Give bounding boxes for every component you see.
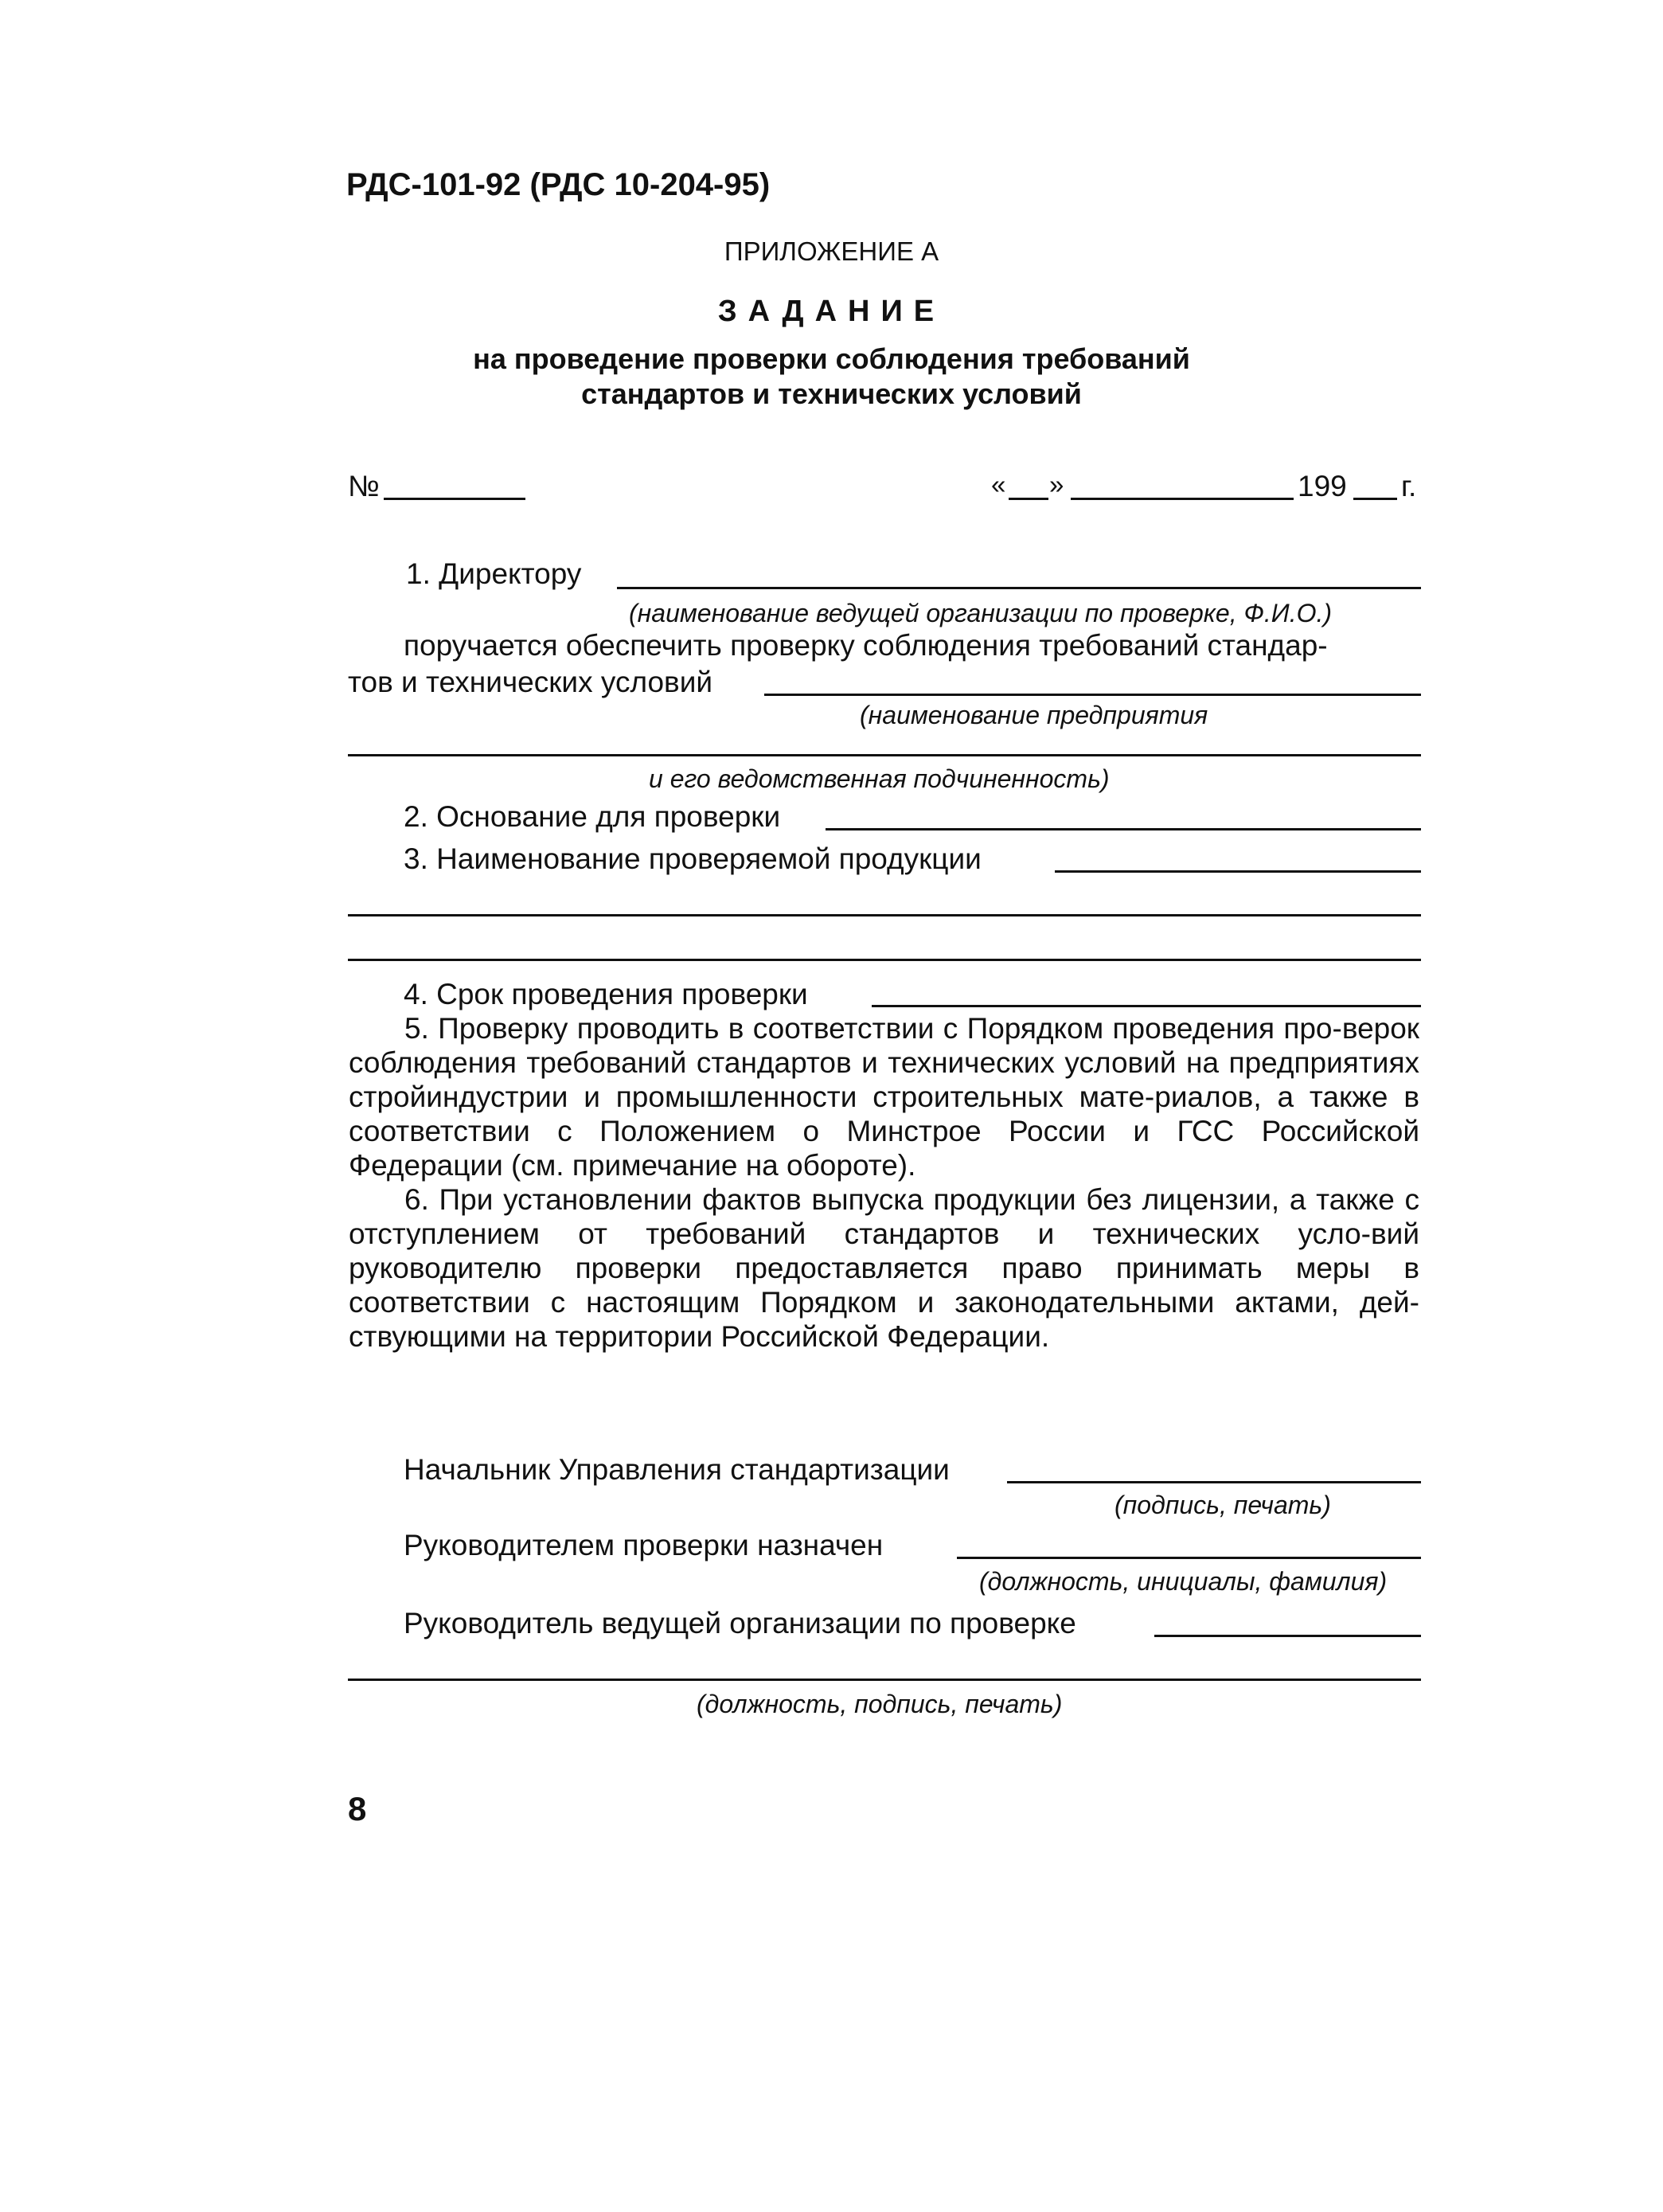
director-field-line[interactable]: [617, 587, 1421, 589]
leader-signature-label: Руководителем проверки назначен: [404, 1529, 884, 1561]
head-signature-label: Начальник Управления стандартизации: [404, 1453, 950, 1486]
leader-signature-line[interactable]: [957, 1557, 1421, 1559]
date-close-quote: »: [1049, 470, 1064, 499]
item4-label: 4. Срок проведения проверки: [404, 978, 808, 1010]
item6-paragraph: 6. При установлении фактов выпуска продукции без лицензии, а также с отступлением от требований стандартов и технических усло-вий руководителю проверки предоставляется право принимать меры в соответствии с настоящим Порядком и законодательными актами, дей-ствующими на территории Российской Федерации.: [349, 1183, 1419, 1353]
product-field-line-3[interactable]: [348, 959, 1421, 961]
item3-label: 3. Наименование проверяемой продукции: [404, 842, 982, 875]
org-head-signature-label: Руководитель ведущей организации по проверке: [404, 1607, 1076, 1639]
item1-caption-subordination: и его ведомственная подчиненность): [649, 764, 1110, 793]
date-day-line[interactable]: [1009, 498, 1048, 500]
leader-signature-caption: (должность, инициалы, фамилия): [979, 1567, 1388, 1596]
date-open-quote: «: [991, 470, 1006, 499]
appendix-label: ПРИЛОЖЕНИЕ А: [724, 236, 939, 266]
year-line[interactable]: [1353, 498, 1397, 500]
number-label: №: [348, 470, 380, 502]
item1-caption-enterprise: (наименование предприятия: [860, 701, 1208, 729]
item1-label: 1. Директору: [406, 557, 582, 590]
document-title: ЗАДАНИЕ: [717, 295, 946, 328]
item1-text-line-2: тов и технических условий: [348, 666, 713, 698]
enterprise-field-line-2[interactable]: [348, 754, 1421, 756]
year-prefix: 199: [1298, 470, 1347, 502]
org-head-signature-line-2[interactable]: [348, 1679, 1421, 1681]
enterprise-field-line[interactable]: [764, 694, 1421, 696]
term-field-line[interactable]: [872, 1005, 1421, 1007]
org-head-signature-line[interactable]: [1154, 1635, 1421, 1637]
subtitle-line-2: стандартов и технических условий: [581, 377, 1082, 410]
item1-text-line-1: поручается обеспечить проверку соблюдения требований стандар-: [404, 629, 1328, 662]
item5-paragraph: 5. Проверку проводить в соответствии с Порядком проведения про-верок соблюдения требований стандартов и технических условий на предприятиях стройиндустрии и промышленности строительных мате-риалов, а также в соответствии с Положением о Минстрое России и ГСС Российской Федерации (см. примечание на обороте).: [349, 1012, 1419, 1182]
head-signature-caption: (подпись, печать): [1115, 1491, 1331, 1519]
page-number: 8: [348, 1790, 367, 1827]
year-suffix: г.: [1401, 470, 1417, 502]
document-code-header: РДС-101-92 (РДС 10-204-95): [346, 167, 771, 202]
product-field-line[interactable]: [1055, 870, 1421, 873]
product-field-line-2[interactable]: [348, 914, 1421, 916]
date-month-line[interactable]: [1071, 498, 1294, 500]
number-field-line[interactable]: [384, 498, 525, 500]
subtitle-line-1: на проведение проверки соблюдения требований: [473, 342, 1190, 375]
head-signature-line[interactable]: [1007, 1481, 1421, 1483]
basis-field-line[interactable]: [826, 828, 1421, 830]
item2-label: 2. Основание для проверки: [404, 800, 781, 833]
item1-caption-org: (наименование ведущей организации по проверке, Ф.И.О.): [629, 599, 1333, 627]
org-head-signature-caption: (должность, подпись, печать): [697, 1690, 1063, 1718]
